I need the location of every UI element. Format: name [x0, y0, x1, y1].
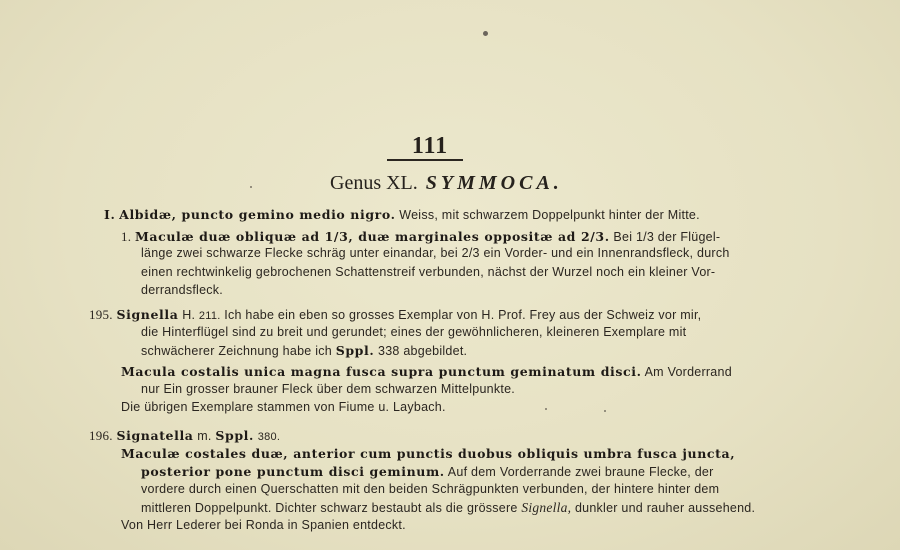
genus-heading: [330, 172, 563, 195]
entry-196-latin-line-2: [141, 464, 714, 479]
entry-195-ref: 211.: [198, 310, 221, 322]
entry-196-latin-2: posterior pone punctum disci geminum.: [141, 464, 445, 479]
entry-195-line-2: die Hinterflügel sind zu breit und gerundet; eines der gewöhnlicheren, kleineren Exemplare mit: [141, 325, 687, 339]
entry-196-latin-1: Maculæ costales duæ, anterior cum punctis duobus obliquis umbra fusca juncta,: [121, 446, 736, 461]
entry-196-supplement-number: 380.: [257, 431, 281, 443]
section-1-numeral: I.: [104, 207, 116, 222]
subsection-1-line-2: länge zwei schwarze Flecke schräg unter einandar, bei 2/3 ein Vorder- und ein Innenrandsfleck, durch: [141, 246, 730, 260]
paper-speck: [545, 408, 547, 410]
entry-195-diagnosis-line-1: [121, 364, 732, 379]
entry-196-latin-line-1: [121, 446, 735, 461]
entry-195-name: Signella: [116, 307, 179, 322]
entry-195-text: Ich habe ein eben so grosses Exemplar von H. Prof. Frey aus der Schweiz vor mir,: [224, 308, 702, 322]
entry-196-german-line-2: vordere durch einen Querschatten mit den beiden Schrägpunkten verbunden, der hintere hinter dem: [141, 482, 720, 496]
entry-196-name: Signatella: [116, 428, 194, 443]
paper-speck: [483, 31, 488, 36]
entry-196-german-3-text: mittleren Doppelpunkt. Dichter schwarz bestaubt als die grössere: [141, 501, 518, 515]
section-1-german: Weiss, mit schwarzem Doppelpunkt hinter der Mitte.: [399, 208, 700, 222]
subsection-1-line-1: [121, 229, 720, 245]
subsection-1-latin: Maculæ duæ obliquæ ad 1/3, duæ marginales oppositæ ad 2/3.: [134, 229, 610, 244]
subsection-1-text: Bei 1/3 der Flügel-: [613, 230, 721, 244]
entry-196-author: m.: [197, 429, 212, 443]
section-1-line: [104, 207, 700, 222]
page-number-rule: [387, 159, 463, 161]
entry-195-diagnosis-german: Am Vorderrand: [644, 365, 732, 379]
entry-196-line-1: [89, 428, 280, 444]
entry-195-line-3-end: 338 abgebildet.: [378, 344, 468, 358]
entry-196-german-3-end: dunkler und rauher aussehend.: [574, 501, 756, 515]
entry-195-line-3-text: schwächerer Zeichnung habe ich: [141, 344, 332, 358]
entry-196-number: 196.: [89, 428, 113, 443]
entry-196-german-line-3: [141, 500, 755, 516]
entry-195-supplement-ref: Sppl.: [335, 343, 375, 358]
entry-196-supplement-label: Sppl.: [215, 428, 254, 443]
genus-label: Genus XL.: [330, 172, 418, 194]
page-number: 111: [411, 133, 449, 159]
subsection-1-line-4: derrandsfleck.: [141, 283, 224, 297]
paper-speck: [604, 410, 606, 412]
entry-195-number: 195.: [89, 307, 113, 322]
entry-196-locality: Von Herr Lederer bei Ronda in Spanien entdeckt.: [121, 518, 406, 532]
entry-195-line-3: [141, 343, 467, 358]
entry-196-italic-name: Signella,: [521, 500, 572, 515]
entry-195-locality: Die übrigen Exemplare stammen von Fiume u. Laybach.: [121, 400, 446, 414]
entry-196-german-1: Auf dem Vorderrande zwei braune Flecke, der: [447, 465, 714, 479]
entry-195-line-1: [89, 307, 701, 323]
entry-195-diagnosis-latin: Macula costalis unica magna fusca supra punctum geminatum disci.: [121, 364, 642, 379]
subsection-1-numeral: 1.: [121, 229, 132, 244]
section-1-latin: Albidæ, puncto gemino medio nigro.: [119, 207, 396, 222]
paper-speck: [250, 186, 252, 188]
entry-195-author: H.: [182, 308, 196, 322]
genus-name: SYMMOCA.: [425, 172, 563, 194]
entry-195-diagnosis-line-2: nur Ein grosser brauner Fleck über dem schwarzen Mittelpunkte.: [141, 382, 515, 396]
subsection-1-line-3: einen rechtwinkelig gebrochenen Schattenstreif verbunden, nächst der Wurzel noch ein kleiner Vor-: [141, 265, 716, 279]
